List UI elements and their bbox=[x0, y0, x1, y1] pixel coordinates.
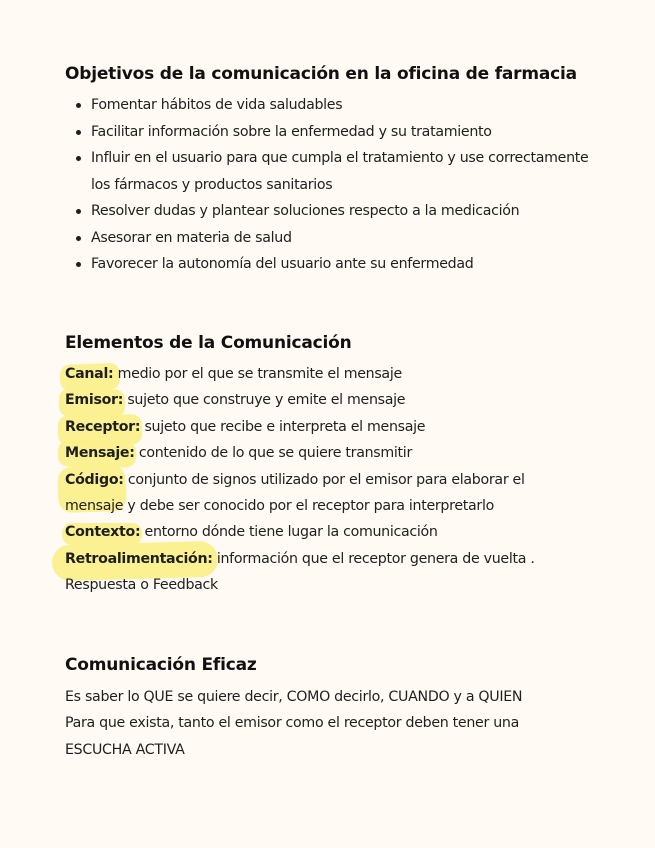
term-emisor: Emisor: bbox=[65, 392, 124, 409]
list-item: Influir en el usuario para que cumpla el tratamiento y use correctamente los fármacos y productos sanitarios bbox=[91, 145, 611, 198]
term-contexto: Contexto: bbox=[65, 524, 141, 541]
term-receptor: Receptor: bbox=[65, 418, 141, 435]
definition-retroalimentacion: información que el receptor genera de vuelta . Respuesta o Feedback bbox=[65, 550, 535, 594]
term-codigo: Código: bbox=[65, 471, 124, 488]
elementos-list bbox=[65, 361, 555, 599]
list-item: Resolver dudas y plantear soluciones respecto a la medicación bbox=[91, 198, 611, 225]
term-canal: Canal: bbox=[65, 366, 114, 382]
elemento-item bbox=[65, 361, 555, 387]
section-title-objetivos: Objetivos de la comunicación en la oficina de farmacia bbox=[65, 64, 577, 84]
definition-emisor: sujeto que construye y emite el mensaje bbox=[123, 392, 406, 409]
elemento-item bbox=[65, 546, 555, 599]
definition-canal: medio por el que se transmite el mensaje bbox=[113, 366, 402, 382]
elemento-item bbox=[65, 519, 555, 545]
paragraph: Para que exista, tanto el emisor como el receptor deben tener una ESCUCHA ACTIVA bbox=[65, 715, 520, 758]
list-item: Facilitar información sobre la enfermedad y su tratamiento bbox=[91, 119, 611, 146]
term-mensaje: Mensaje: bbox=[65, 445, 135, 462]
list-item: Fomentar hábitos de vida saludables bbox=[91, 92, 611, 119]
list-item: Asesorar en materia de salud bbox=[91, 225, 611, 252]
definition-receptor: sujeto que recibe e interpreta el mensaje bbox=[140, 418, 426, 435]
paragraph: Es saber lo QUE se quiere decir, COMO decirlo, CUANDO y a QUIEN bbox=[65, 689, 523, 705]
section-title-eficaz: Comunicación Eficaz bbox=[65, 655, 257, 675]
elemento-item bbox=[65, 440, 555, 466]
elemento-item bbox=[65, 467, 555, 520]
definition-contexto: entorno dónde tiene lugar la comunicación bbox=[140, 524, 438, 541]
section-title-elementos: Elementos de la Comunicación bbox=[65, 333, 352, 353]
definition-codigo: conjunto de signos utilizado por el emisor para elaborar el mensaje y debe ser conocido por el receptor para interpretarlo bbox=[65, 471, 525, 515]
elemento-item bbox=[65, 387, 555, 413]
term-retroalimentacion: Retroalimentación: bbox=[65, 550, 213, 567]
definition-mensaje: contenido de lo que se quiere transmitir bbox=[134, 445, 412, 462]
list-item: Favorecer la autonomía del usuario ante su enfermedad bbox=[91, 251, 611, 278]
elemento-item bbox=[65, 414, 555, 440]
eficaz-text bbox=[65, 684, 565, 763]
objetivos-list bbox=[65, 92, 611, 278]
